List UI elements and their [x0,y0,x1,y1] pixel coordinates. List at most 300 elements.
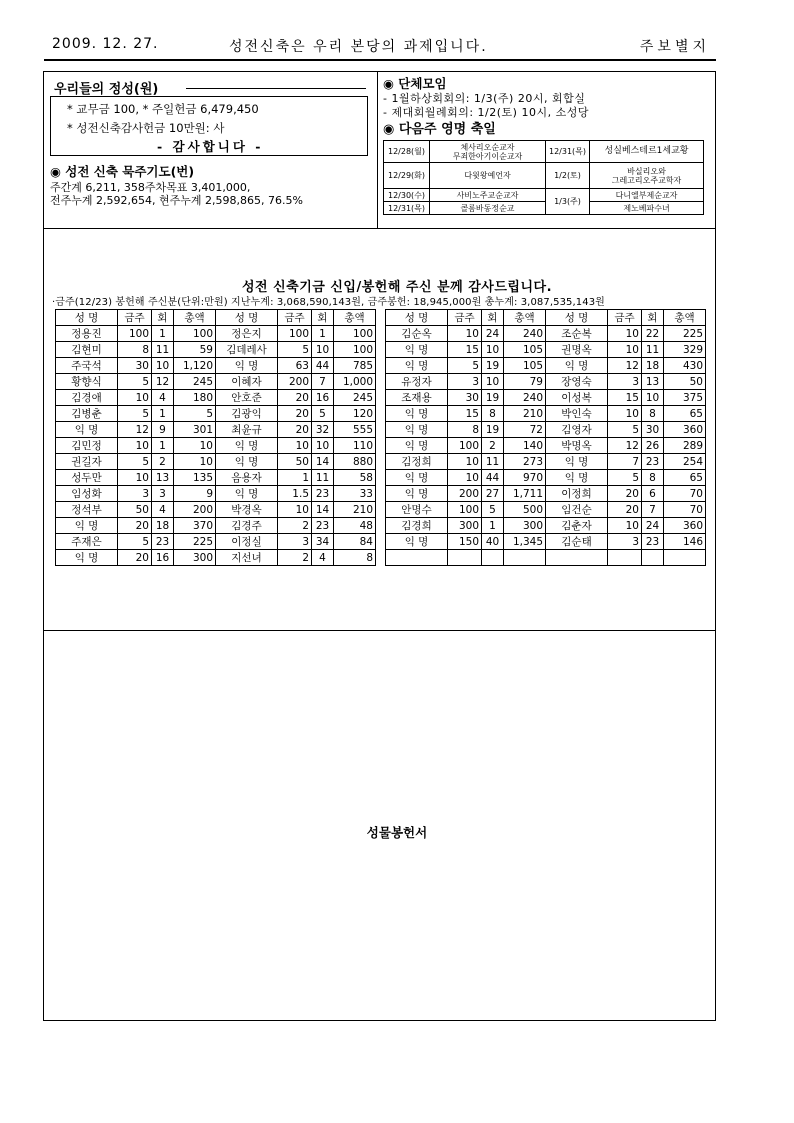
donation-week: 20 [118,518,152,534]
donation-count: 4 [312,550,334,566]
donation-week: 100 [448,438,482,454]
donation-total: 33 [334,486,376,502]
rosary-line-1: 주간계 6,211, 358주차목표 3,401,000, [50,181,251,194]
donation-column-header: 성 명 [216,310,278,326]
donation-week: 150 [448,534,482,550]
donation-column-header: 성 명 [386,310,448,326]
donation-count: 7 [312,374,334,390]
donation-count: 22 [642,326,664,342]
donor-name: 익 명 [386,358,448,374]
donation-week: 8 [118,342,152,358]
donation-week: 10 [278,502,312,518]
donation-week: 10 [118,390,152,406]
donation-total: 1,000 [334,374,376,390]
donation-week: 20 [278,406,312,422]
donor-name: 익 명 [546,470,608,486]
donation-week: 100 [118,326,152,342]
donor-name: 익 명 [386,438,448,454]
donor-name: 익 명 [386,470,448,486]
donor-name: 김순옥 [386,326,448,342]
donation-total: 254 [664,454,706,470]
donation-week: 30 [118,358,152,374]
donor-name: 김영자 [546,422,608,438]
donation-count: 27 [482,486,504,502]
donor-name: 익 명 [546,454,608,470]
bulletin-date: 2009. 12. 27. [52,36,159,52]
donation-week: 2 [278,550,312,566]
donation-row [56,454,376,470]
header-slogan: 성전신축은 우리 본당의 과제입니다. [229,39,488,55]
group-meeting-line-1: - 1월하상회회의: 1/3(주) 20시, 회합실 [383,92,586,105]
donation-total: 10 [174,454,216,470]
donation-row [56,518,376,534]
donation-count: 23 [312,486,334,502]
feast-date: 12/29(화) [384,163,430,189]
donation-count: 19 [482,390,504,406]
feast-date: 12/28(월) [384,141,430,163]
donor-name: 성두만 [56,470,118,486]
donor-name: 익 명 [56,422,118,438]
donation-count: 14 [312,502,334,518]
donation-total [504,550,546,566]
donation-week: 15 [608,390,642,406]
donation-week: 15 [448,406,482,422]
rosary-line-2: 전주누계 2,592,654, 현주누계 2,598,865, 76.5% [50,194,303,207]
donation-total: 58 [334,470,376,486]
feast-date: 1/3(주) [546,189,590,215]
donation-total: 329 [664,342,706,358]
donation-total: 105 [504,342,546,358]
feast-row [384,141,704,163]
donation-total: 970 [504,470,546,486]
donor-name: 김민정 [56,438,118,454]
donation-count [482,550,504,566]
donation-week: 8 [448,422,482,438]
donor-name: 익 명 [386,486,448,502]
donation-column-header: 금주 [118,310,152,326]
donation-total: 300 [174,550,216,566]
donation-total: 289 [664,438,706,454]
donation-week: 1 [278,470,312,486]
top-section-divider [377,71,378,229]
donation-count: 12 [152,374,174,390]
donor-name: 익 명 [386,534,448,550]
donation-total: 146 [664,534,706,550]
donation-total: 785 [334,358,376,374]
donation-count: 19 [482,422,504,438]
donation-week: 100 [278,326,312,342]
donor-name: 박명옥 [546,438,608,454]
donor-name: 이정실 [216,534,278,550]
donation-total: 9 [174,486,216,502]
donation-column-header: 회 [152,310,174,326]
donation-week: 5 [608,422,642,438]
rosary-prayer-title: ◉ 성전 신축 묵주기도(번) [50,164,195,179]
feast-saint: 제노베파수녀 [590,202,704,215]
donation-week: 3 [608,374,642,390]
donation-row [56,470,376,486]
feast-saint: 바실리오와 그레고리오주교학자 [590,163,704,189]
donation-total: 240 [504,326,546,342]
donation-total: 200 [174,502,216,518]
donor-name: 익 명 [386,342,448,358]
donor-name: 익 명 [56,518,118,534]
donation-total: 100 [334,326,376,342]
donation-week: 5 [278,342,312,358]
donation-count: 6 [642,486,664,502]
donation-count: 10 [642,390,664,406]
donation-total: 375 [664,390,706,406]
donation-row [386,486,706,502]
donation-week: 10 [448,470,482,486]
donation-total [664,550,706,566]
donation-count: 4 [152,502,174,518]
donation-count: 26 [642,438,664,454]
donor-name: 익 명 [216,486,278,502]
donation-row [56,502,376,518]
donor-name: 이정희 [546,486,608,502]
donation-table-right [385,309,706,566]
donation-row [56,550,376,566]
sungmul-heading: 성물봉헌서 [366,825,428,840]
donation-total: 8 [334,550,376,566]
donation-count: 16 [312,390,334,406]
donation-total: 240 [504,390,546,406]
donation-row [386,550,706,566]
donor-name [386,550,448,566]
donation-count: 1 [152,438,174,454]
donor-name: 익 명 [546,358,608,374]
feast-saint: 성실베스테르1세교황 [590,141,704,163]
donation-row [56,406,376,422]
donation-total: 555 [334,422,376,438]
donation-count: 24 [642,518,664,534]
feast-date: 12/30(수) [384,189,430,202]
donation-header-row [56,310,376,326]
donation-total: 5 [174,406,216,422]
donor-name: 박경옥 [216,502,278,518]
donation-count: 10 [312,342,334,358]
donation-count: 7 [642,502,664,518]
donation-total: 273 [504,454,546,470]
donation-week: 10 [118,470,152,486]
donation-count: 3 [152,486,174,502]
donation-week: 5 [448,358,482,374]
donation-week: 20 [608,486,642,502]
donation-week: 1.5 [278,486,312,502]
feast-saint: 다윗왕예언자 [430,163,546,189]
donation-week: 3 [608,534,642,550]
donation-week: 30 [448,390,482,406]
donation-week: 63 [278,358,312,374]
donation-row [56,374,376,390]
donation-total: 59 [174,342,216,358]
donor-name: 음용자 [216,470,278,486]
donor-name: 주국석 [56,358,118,374]
donation-total: 245 [174,374,216,390]
donation-week: 300 [448,518,482,534]
donor-name: 정석부 [56,502,118,518]
donation-row [56,358,376,374]
donation-total: 72 [504,422,546,438]
donor-name: 장영숙 [546,374,608,390]
donation-week: 3 [278,534,312,550]
donation-week: 10 [118,438,152,454]
donation-count: 2 [482,438,504,454]
donor-name: 지선녀 [216,550,278,566]
feast-saint: 체사리오순교자 무죄한아기이순교자 [430,141,546,163]
donation-count: 18 [642,358,664,374]
donation-count [642,550,664,566]
donation-count: 1 [312,326,334,342]
donation-total: 210 [334,502,376,518]
donation-total: 301 [174,422,216,438]
donation-count: 10 [482,342,504,358]
donation-week: 5 [118,406,152,422]
donation-row [56,422,376,438]
donor-name: 안호준 [216,390,278,406]
donation-week: 50 [118,502,152,518]
offering-title-rule [186,88,366,89]
donation-week: 3 [448,374,482,390]
donor-name: 김춘자 [546,518,608,534]
donor-name: 유정자 [386,374,448,390]
donor-name: 익 명 [216,454,278,470]
donation-week: 5 [118,454,152,470]
donation-count: 4 [152,390,174,406]
donation-row [56,390,376,406]
donation-total: 225 [174,534,216,550]
donation-column-header: 총액 [664,310,706,326]
donation-count: 40 [482,534,504,550]
donation-week: 15 [448,342,482,358]
donor-name [546,550,608,566]
donation-row [56,438,376,454]
donation-count: 2 [152,454,174,470]
donor-name: 김정희 [386,454,448,470]
group-meeting-title: ◉ 단체모임 [383,76,447,91]
feast-saint: 사비노주교순교자 [430,189,546,202]
donation-count: 24 [482,326,504,342]
donation-count: 34 [312,534,334,550]
donation-count: 23 [642,534,664,550]
donation-row [386,342,706,358]
donation-total: 1,345 [504,534,546,550]
donor-name: 김현미 [56,342,118,358]
donation-week [608,550,642,566]
donation-count: 19 [482,358,504,374]
donation-total: 10 [174,438,216,454]
feast-date: 12/31(목) [384,202,430,215]
donation-total: 245 [334,390,376,406]
donation-week: 200 [448,486,482,502]
donation-total: 225 [664,326,706,342]
donation-week: 7 [608,454,642,470]
donation-count: 18 [152,518,174,534]
donation-week: 10 [448,454,482,470]
donation-row [386,518,706,534]
donation-count: 11 [642,342,664,358]
thanks-text: - 감사합니다 - [157,139,264,154]
donation-count: 13 [642,374,664,390]
donation-total: 140 [504,438,546,454]
feast-day-table [383,140,704,215]
donation-row [386,358,706,374]
donor-name: 김순태 [546,534,608,550]
donation-count: 11 [152,342,174,358]
donation-total: 360 [664,422,706,438]
donor-name: 정용진 [56,326,118,342]
donation-total: 360 [664,518,706,534]
donation-count: 11 [312,470,334,486]
donation-total: 105 [504,358,546,374]
donor-name: 김경애 [56,390,118,406]
donation-column-header: 금주 [278,310,312,326]
donation-total: 370 [174,518,216,534]
donation-count: 5 [482,502,504,518]
donation-total: 180 [174,390,216,406]
donation-total: 500 [504,502,546,518]
donation-total: 430 [664,358,706,374]
donation-week: 3 [118,486,152,502]
donation-week: 10 [608,342,642,358]
donor-name: 익 명 [216,358,278,374]
feast-date: 12/31(목) [546,141,590,163]
donation-row [386,374,706,390]
header-rule [44,59,716,61]
donation-row [386,502,706,518]
donation-week: 10 [608,518,642,534]
donation-column-header: 금주 [448,310,482,326]
donation-row [56,534,376,550]
donation-week [448,550,482,566]
donor-name: 익 명 [56,550,118,566]
donor-name: 임성화 [56,486,118,502]
offering-title: 우리들의 정성(원) [54,82,159,97]
donor-name: 조재용 [386,390,448,406]
donor-name: 김광익 [216,406,278,422]
building-fund-summary: ·금주(12/23) 봉헌해 주신분(단위:만원) 지난누계: 3,068,590,143원, 금주봉헌: 18,945,000원 총누계: 3,087,535,143원 [52,297,605,308]
donation-week: 10 [448,326,482,342]
donation-total: 880 [334,454,376,470]
donation-total: 1,711 [504,486,546,502]
donation-week: 10 [608,406,642,422]
donation-count: 14 [312,454,334,470]
feast-row [384,189,704,202]
donation-table-left [55,309,376,566]
donation-column-header: 총액 [174,310,216,326]
feast-saint: 콜롬바동정순교 [430,202,546,215]
donation-week: 20 [118,550,152,566]
donor-name: 김병춘 [56,406,118,422]
donor-name: 익 명 [386,406,448,422]
donation-total: 70 [664,502,706,518]
donation-week: 50 [278,454,312,470]
feast-row [384,163,704,189]
donation-row [386,406,706,422]
donation-row [56,326,376,342]
donation-row [386,438,706,454]
donor-name: 조순복 [546,326,608,342]
feast-day-title: ◉ 다음주 영명 축일 [383,122,496,137]
donation-count: 10 [152,358,174,374]
supplement-label: 주보별지 [639,39,710,55]
donation-week: 12 [608,358,642,374]
donation-count: 10 [482,374,504,390]
donation-total: 70 [664,486,706,502]
donor-name: 안명수 [386,502,448,518]
donation-count: 1 [152,326,174,342]
donation-week: 200 [278,374,312,390]
donation-row [386,534,706,550]
donation-total: 65 [664,470,706,486]
donation-week: 5 [118,534,152,550]
donor-name: 김데레사 [216,342,278,358]
donation-row [386,470,706,486]
donor-name: 임건순 [546,502,608,518]
donation-total: 110 [334,438,376,454]
donation-total: 100 [174,326,216,342]
donation-total: 48 [334,518,376,534]
donation-column-header: 총액 [504,310,546,326]
donation-week: 20 [278,390,312,406]
donation-total: 210 [504,406,546,422]
donation-total: 65 [664,406,706,422]
donation-row [56,342,376,358]
donation-total: 84 [334,534,376,550]
donor-name: 주재은 [56,534,118,550]
donor-name: 정은지 [216,326,278,342]
offering-box [50,96,368,156]
donation-column-header: 회 [482,310,504,326]
donation-total: 120 [334,406,376,422]
offering-line-2: * 성전신축감사헌금 10만원: 사 [67,121,225,135]
donor-name: 익 명 [386,422,448,438]
donation-total: 79 [504,374,546,390]
donation-row [386,454,706,470]
donor-name: 권길자 [56,454,118,470]
donor-name: 최윤규 [216,422,278,438]
donation-total: 1,120 [174,358,216,374]
group-meeting-line-2: - 제대회월례회의: 1/2(토) 10시, 소성당 [383,106,589,119]
donation-week: 2 [278,518,312,534]
offering-line-1: * 교무금 100, * 주일헌금 6,479,450 [67,102,259,116]
donation-count: 9 [152,422,174,438]
donation-week: 12 [608,438,642,454]
donation-count: 23 [312,518,334,534]
donation-count: 10 [312,438,334,454]
donation-header-row [386,310,706,326]
donation-week: 20 [608,502,642,518]
donation-row [386,326,706,342]
page-header [44,36,716,58]
donor-name: 이혜자 [216,374,278,390]
donation-count: 8 [642,470,664,486]
building-fund-title: 성전 신축기금 신입/봉헌해 주신 분께 감사드립니다. [241,280,553,295]
donation-count: 8 [642,406,664,422]
donation-week: 10 [608,326,642,342]
donation-row [386,422,706,438]
donation-total: 50 [664,374,706,390]
donation-count: 8 [482,406,504,422]
donation-row [386,390,706,406]
donation-count: 1 [152,406,174,422]
feast-row [384,202,704,215]
donation-count: 5 [312,406,334,422]
donation-week: 5 [118,374,152,390]
donation-column-header: 금주 [608,310,642,326]
donation-week: 10 [278,438,312,454]
